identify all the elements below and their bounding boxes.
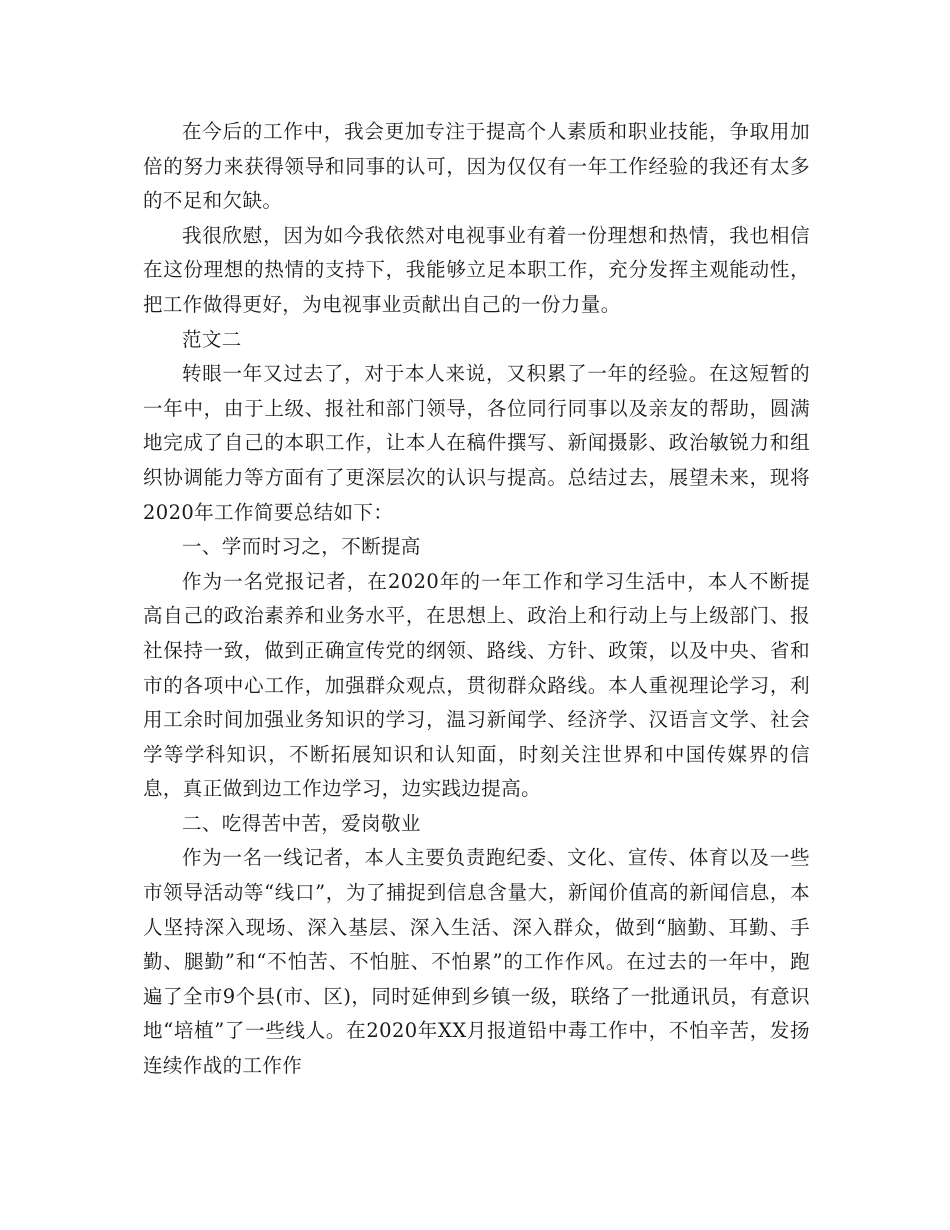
paragraph-study-details: 作为一名党报记者，在2020年的一年工作和学习生活中，本人不断提高自己的政治素养和业务水平，在思想上、政治上和行动上与上级部门、报社保持一致，做到正确宣传党的纲领、路线、方针、政策，以及中央、省和市的各项中心工作，加强群众观点，贯彻群众路线。本人重视理论学习，利用工余时间加强业务知识的学习，温习新闻学、经济学、汉语言文学、社会学等学科知识，不断拓展知识和认知面，时刻关注世界和中国传媒界的信息，真正做到边工作边学习，边实践边提高。 bbox=[143, 569, 810, 801]
paragraph-dedication-details: 作为一名一线记者，本人主要负责跑纪委、文化、宣传、体育以及一些市领导活动等“线口”，为了捕捉到信息含量大，新闻价值高的新闻信息，本人坚持深入现场、深入基层、深入生活、深入群众，做到“脑勤、耳勤、手勤、腿勤”和“不怕苦、不怕脏、不怕累”的工作作风。在过去的一年中，跑遍了全市9个县(市、区)，同时延伸到乡镇一级，联络了一批通讯员，有意识地“培植”了一些线人。在2020年XX月报道铅中毒工作中，不怕辛苦，发扬连续作战的工作作 bbox=[143, 846, 810, 1078]
section-heading-study: 一、学而时习之，不断提高 bbox=[182, 535, 421, 559]
section-heading-sample-two: 范文二 bbox=[182, 327, 242, 351]
paragraph-year-review-intro: 转眼一年又过去了，对于本人来说，又积累了一年的经验。在这短暂的一年中，由于上级、报社和部门领导，各位同行同事以及亲友的帮助，圆满地完成了自己的本职工作，让本人在稿件撰写、新闻摄影、政治敏锐力和组织协调能力等方面有了更深层次的认识与提高。总结过去，展望未来，现将2020年工作简要总结如下： bbox=[143, 362, 810, 524]
paragraph-closing-commitment: 在今后的工作中，我会更加专注于提高个人素质和职业技能，争取用加倍的努力来获得领导和同事的认可，因为仅仅有一年工作经验的我还有太多的不足和欠缺。 bbox=[143, 120, 810, 213]
section-heading-dedication: 二、吃得苦中苦，爱岗敬业 bbox=[182, 811, 421, 835]
paragraph-gratitude: 我很欣慰，因为如今我依然对电视事业有着一份理想和热情，我也相信在这份理想的热情的支持下，我能够立足本职工作，充分发挥主观能动性，把工作做得更好，为电视事业贡献出自己的一份力量。 bbox=[143, 223, 810, 316]
document-body bbox=[143, 115, 810, 1084]
